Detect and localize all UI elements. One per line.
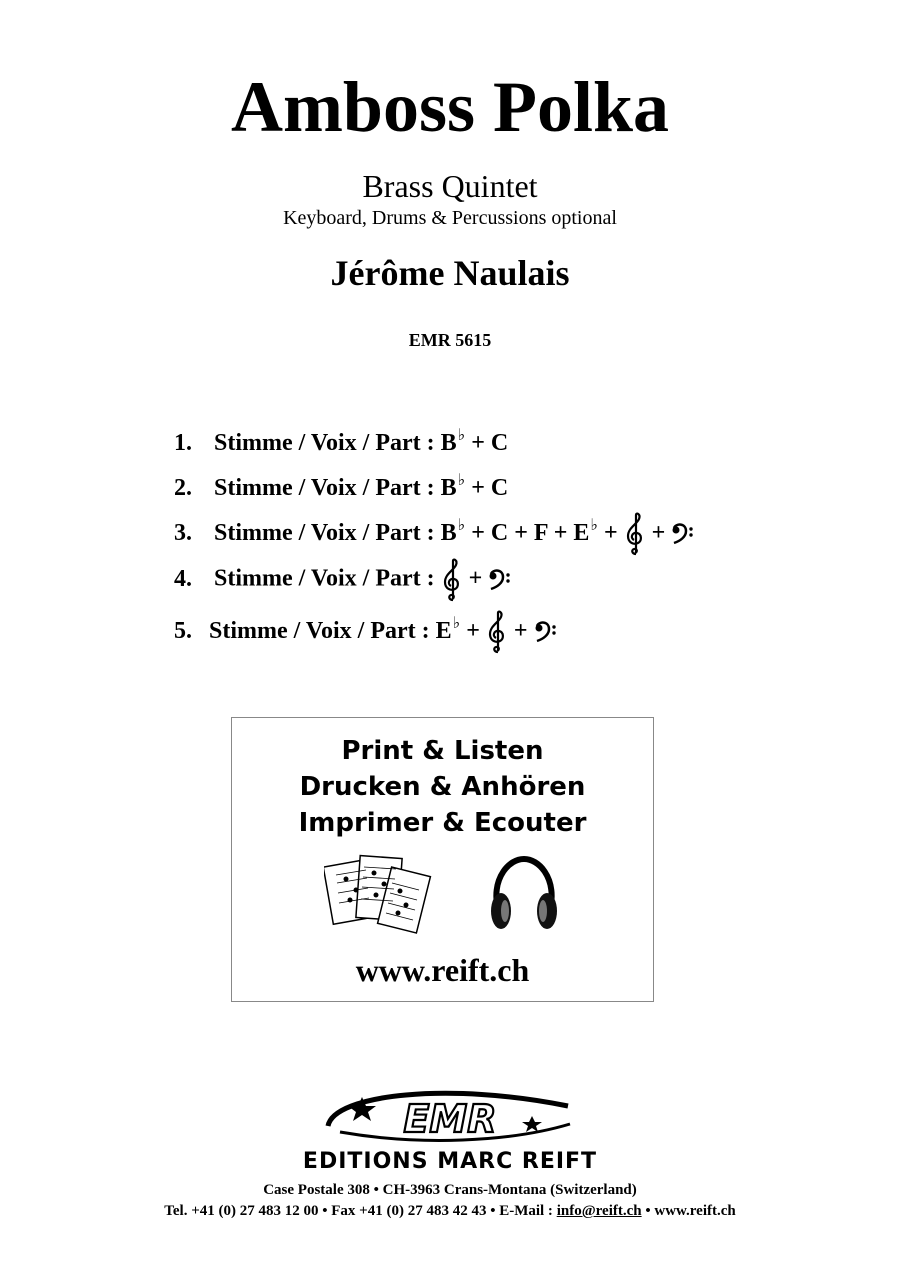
catalog-number: EMR 5615 (408, 330, 492, 350)
bass-clef-icon (534, 621, 558, 643)
bass-clef-icon (671, 523, 695, 545)
treble-clef-icon (441, 558, 463, 602)
promo-line-en: Print & Listen (341, 736, 544, 766)
promo-line-fr: Imprimer & Ecouter (298, 808, 587, 838)
sheet-music-icon (324, 853, 434, 938)
publisher-contact (0, 1201, 900, 1221)
email-link[interactable]: info@reift.ch (556, 1203, 642, 1219)
treble-clef-icon (624, 512, 646, 556)
ensemble: Brass Quintet (362, 168, 538, 204)
part-line-2: 2. Stimme / Voix / Part : B♭ + C (174, 472, 509, 501)
treble-clef-icon (486, 610, 508, 654)
part-line-5: 5. Stimme / Voix / Part : E♭ + + (174, 608, 558, 654)
logo-text: EMR (403, 1097, 497, 1141)
part-line-1: 1. Stimme / Voix / Part : B♭ + C (174, 427, 509, 456)
bass-clef-icon (488, 569, 512, 591)
optional-instruments: Keyboard, Drums & Percussions optional (283, 207, 617, 229)
promo-line-de: Drucken & Anhören (299, 772, 586, 802)
headphones-icon (487, 853, 562, 938)
part-line-4: 4. Stimme / Voix / Part : + (174, 558, 512, 602)
composer-name: Jérôme Naulais (330, 253, 570, 293)
part-line-3: 3. Stimme / Voix / Part : B♭ + C + F + E♭ + + (174, 510, 695, 556)
phone-fax: Tel. +41 (0) 27 483 12 00 • Fax +41 (0) 27 483 42 43 • E-Mail : (164, 1203, 557, 1219)
website-text[interactable]: • www.reift.ch (641, 1203, 736, 1219)
print-listen-box (231, 717, 654, 1002)
website-link[interactable]: www.reift.ch (355, 952, 530, 988)
publisher-address: Case Postale 308 • CH-3963 Crans-Montana (Switzerland) (263, 1182, 637, 1198)
emr-logo (300, 1088, 600, 1148)
publisher-name: EDITIONS MARC REIFT (302, 1149, 598, 1174)
score-title: Amboss Polka (230, 67, 670, 147)
